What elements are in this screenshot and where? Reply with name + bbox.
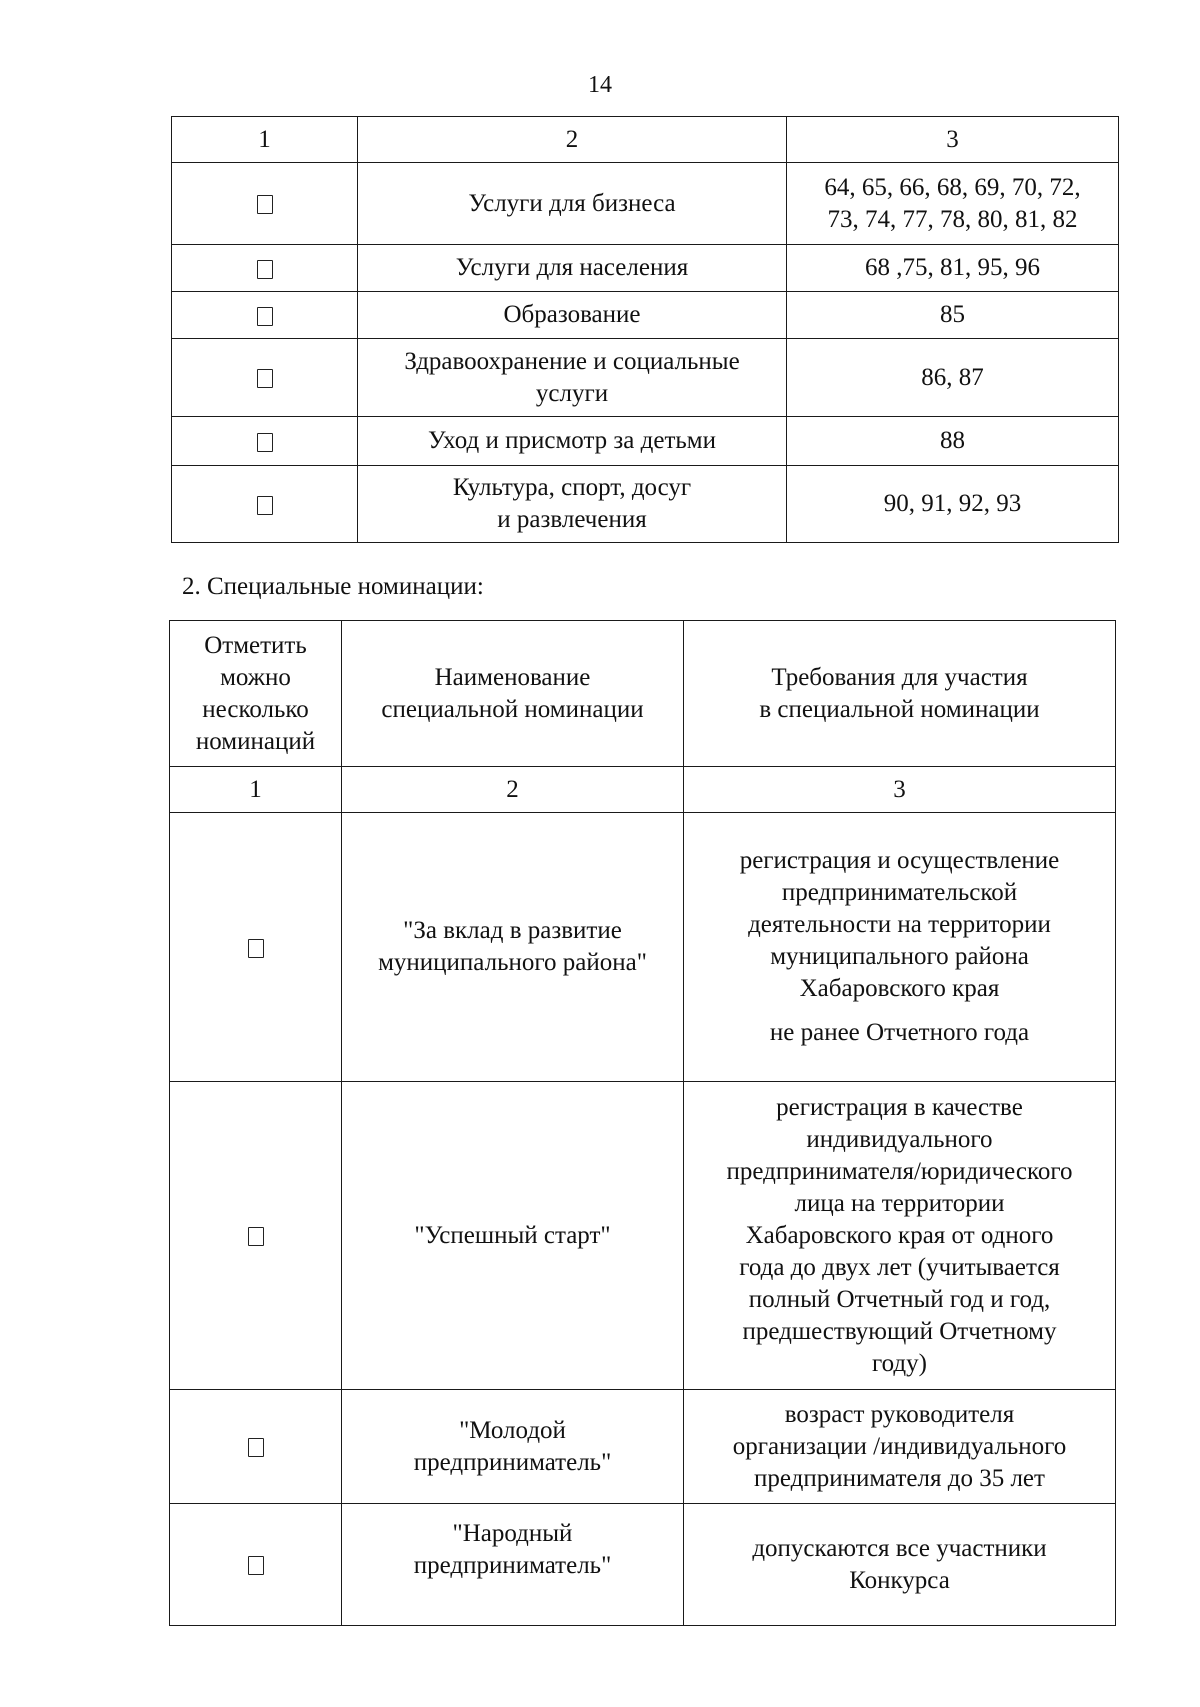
nomination-requirement-extra: не ранее Отчетного года	[769, 1019, 1030, 1046]
checkbox[interactable]	[248, 1227, 264, 1246]
nomination-requirement: возраст руководителя организации /индивидуального предпринимателя до 35 лет	[684, 1390, 1116, 1504]
checkbox[interactable]	[257, 433, 273, 452]
industry-name: Уход и присмотр за детьми	[358, 417, 787, 466]
industry-name: Культура, спорт, досуг и развлечения	[358, 466, 787, 543]
checkbox[interactable]	[257, 260, 273, 279]
industry-table	[171, 116, 1119, 543]
checkbox-cell	[172, 339, 358, 417]
checkbox[interactable]	[257, 195, 273, 214]
nomination-requirement-cell	[684, 813, 1116, 1082]
section-heading: 2. Специальные номинации:	[182, 573, 484, 600]
column-number: 1	[170, 767, 342, 813]
checkbox[interactable]	[248, 939, 264, 958]
industry-name: Услуги для населения	[358, 245, 787, 292]
table-row	[170, 1504, 1116, 1626]
nomination-requirement: регистрация и осуществление предпринимательской деятельности на территории муниципального района Хабаровского края	[739, 847, 1060, 1002]
column-number: 3	[787, 117, 1119, 163]
checkbox-cell	[172, 466, 358, 543]
industry-codes: 85	[787, 292, 1119, 339]
table-header-row	[172, 117, 1119, 163]
industry-codes: 64, 65, 66, 68, 69, 70, 72, 73, 74, 77, 78, 80, 81, 82	[787, 163, 1119, 245]
checkbox[interactable]	[257, 369, 273, 388]
industry-name: Здравоохранение и социальные услуги	[358, 339, 787, 417]
table-row	[170, 813, 1116, 1082]
industry-codes: 86, 87	[787, 339, 1119, 417]
industry-name: Образование	[358, 292, 787, 339]
column-number: 1	[172, 117, 358, 163]
nomination-name: "Успешный старт"	[342, 1082, 684, 1390]
industry-name: Услуги для бизнеса	[358, 163, 787, 245]
column-title: Отметить можно несколько номинаций	[170, 621, 342, 767]
table-row	[172, 466, 1119, 543]
checkbox-cell	[172, 163, 358, 245]
industry-codes: 88	[787, 417, 1119, 466]
checkbox-cell	[170, 1390, 342, 1504]
column-number: 2	[358, 117, 787, 163]
table-row	[172, 245, 1119, 292]
checkbox-cell	[172, 292, 358, 339]
checkbox-cell	[170, 1082, 342, 1390]
checkbox[interactable]	[257, 307, 273, 326]
table-header-row	[170, 621, 1116, 767]
nomination-name: "За вклад в развитие муниципального района"	[342, 813, 684, 1082]
table-row	[172, 163, 1119, 245]
column-number: 3	[684, 767, 1116, 813]
nomination-name: "Молодой предприниматель"	[342, 1390, 684, 1504]
table-row	[172, 292, 1119, 339]
column-number-row	[170, 767, 1116, 813]
checkbox-cell	[170, 1504, 342, 1626]
column-title: Требования для участия в специальной номинации	[684, 621, 1116, 767]
checkbox-cell	[170, 813, 342, 1082]
checkbox[interactable]	[248, 1556, 264, 1575]
industry-codes: 90, 91, 92, 93	[787, 466, 1119, 543]
column-number: 2	[342, 767, 684, 813]
nomination-requirement: регистрация в качестве индивидуального предпринимателя/юридического лица на территории Хабаровского края от одного года до двух лет (учитывается полный Отчетный год и год, предшествующий Отчетному году)	[684, 1082, 1116, 1390]
nomination-requirement: допускаются все участники Конкурса	[684, 1504, 1116, 1626]
nomination-name: "Народный предприниматель"	[342, 1504, 684, 1626]
table-row	[172, 339, 1119, 417]
column-title: Наименование специальной номинации	[342, 621, 684, 767]
table-row	[172, 417, 1119, 466]
checkbox[interactable]	[257, 496, 273, 515]
checkbox-cell	[172, 245, 358, 292]
industry-codes: 68 ,75, 81, 95, 96	[787, 245, 1119, 292]
checkbox[interactable]	[248, 1438, 264, 1457]
checkbox-cell	[172, 417, 358, 466]
table-row	[170, 1082, 1116, 1390]
page-number: 14	[588, 72, 612, 98]
table-row	[170, 1390, 1116, 1504]
special-nominations-table	[169, 620, 1116, 1626]
